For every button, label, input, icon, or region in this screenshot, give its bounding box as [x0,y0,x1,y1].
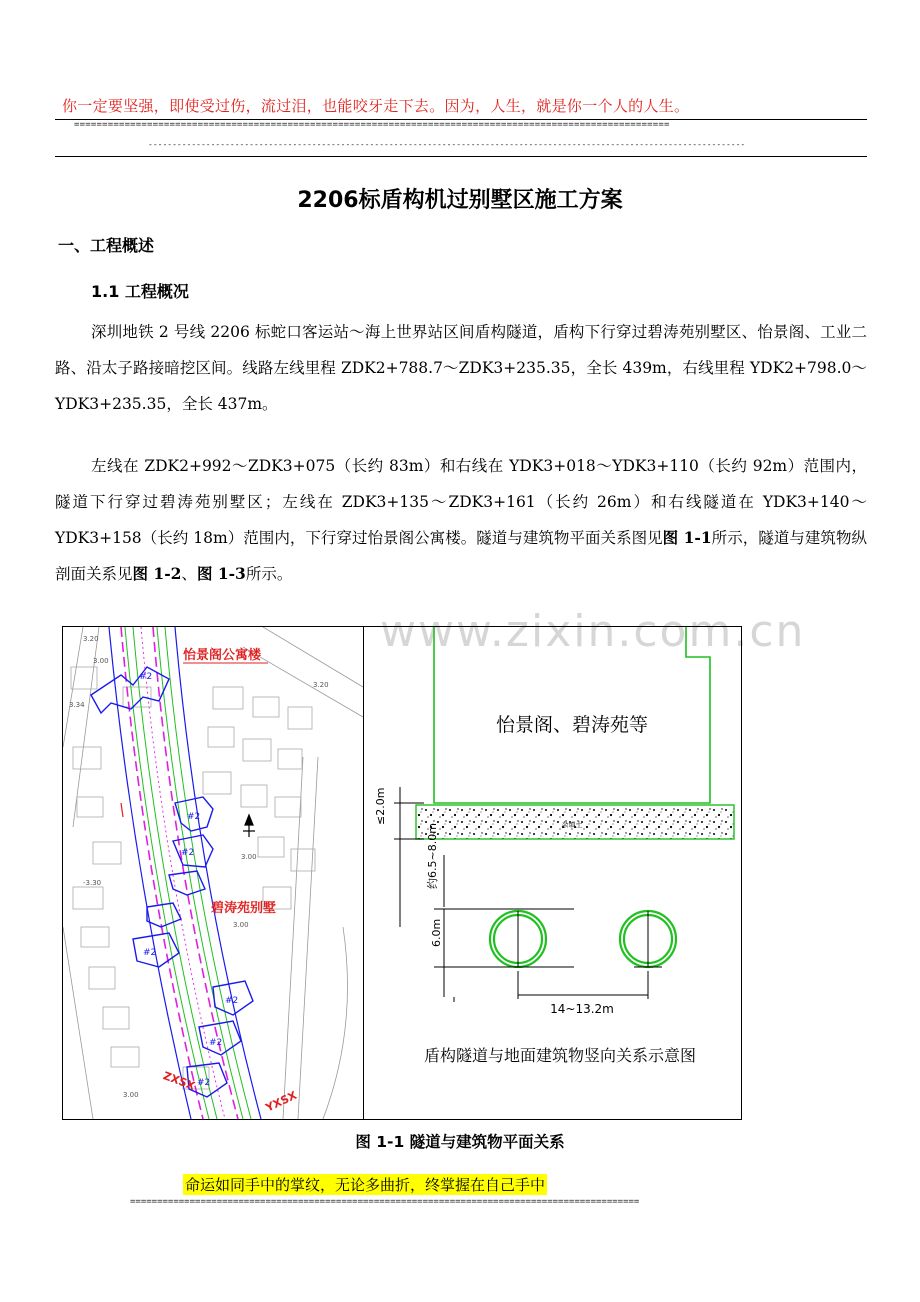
map-elevation: 3.20 [83,635,99,643]
north-arrow-icon [243,815,255,837]
header-rule-bottom [55,156,867,157]
section-caption: 盾构隧道与地面建筑物竖向关系示意图 [423,1046,697,1065]
paragraph-text: 所示。 [245,565,293,583]
building-mark: #2 [209,1038,223,1048]
paragraph-text: 所示，隧道与建筑物纵剖面关系见 [55,529,867,583]
figure-ref-1-2[interactable]: 图 1-2 [132,564,182,583]
map-elevation: 3.00 [241,853,257,861]
building-mark: #2 [181,848,195,858]
header-dash-line: ---------------------------------------------------------------------------------------------------------------------------- [148,140,746,149]
map-elevation: 3.00 [93,657,109,665]
map-elevation: 3.00 [233,921,249,929]
site-plan-drawing [63,627,363,1119]
subsection-heading: 1.1 工程概况 [91,282,189,301]
paragraph-overview: 深圳地铁 2 号线 2206 标蛇口客运站～海上世界站区间盾构隧道，盾构下行穿过碧涛苑别墅区、怡景阁、工业二路、沿太子路接暗挖区间。线路左线里程 ZDK2+788.7～ZDK3+235.35，全长 439m，右线里程 YDK2+798.0～YDK3+235.35，全长 437m。 [55,323,867,413]
dim-cover-depth: 约6.5~8.0m [426,823,439,889]
paragraph-crossing [55,448,867,592]
section-heading: 一、工程概述 [58,236,155,255]
building-mark: #2 [197,1078,211,1088]
map-elevation: -3.30 [83,879,102,887]
figure-ref-1-1[interactable]: 图 1-1 [662,528,712,547]
footer-motto: 命运如同手中的掌纹，无论多曲折，终掌握在自己手中 [185,1176,546,1194]
building-mark: #2 [225,996,239,1006]
header-eq-line: ========================================================================================================== [74,120,670,130]
section-building-label: 怡景阁、碧涛苑等 [495,714,649,736]
dim-fill-depth: ≤2.0m [374,787,387,825]
building-mark: #2 [143,948,157,958]
page-title: 2206标盾构机过别墅区施工方案 [297,188,623,213]
watermark: www.zixin.com.cn [380,606,806,657]
map-label-yxsx: YXSX [263,1088,299,1115]
building-mark: #2 [187,812,201,822]
map-label-bitaoyuan: 碧涛苑别墅 [211,901,277,916]
map-elevation: 3.00 [123,1091,139,1099]
site-plan-map [63,627,364,1119]
building-mark: #2 [139,672,153,682]
section-fill-label: 杂填土 [561,821,583,829]
figure-ref-1-3[interactable]: 图 1-3 [196,564,246,583]
dim-tunnel-diameter: 6.0m [430,918,443,947]
paragraph-text: 左线在 ZDK2+992～ZDK3+075（长约 83m）和右线在 YDK3+018～YDK3+110（长约 92m）范围内，隧道下行穿过碧涛苑别墅区；左线在 ZDK3+135～ZDK3+161（长约 26m）和右线隧道在 YDK3+140～YDK3+158（长约 18m）范围内，下行穿过怡景阁公寓楼。隧道与建筑物平面关系图见 [55,457,867,547]
map-label-yijingge: 怡景阁公寓楼 [183,648,262,663]
dim-tunnel-spacing: 14~13.2m [550,1002,614,1016]
header-motto: 你一定要坚强，即使受过伤，流过泪，也能咬牙走下去。因为，人生，就是你一个人的人生。 [62,97,690,115]
figure-1-1 [62,626,742,1120]
map-elevation: 3.20 [313,681,329,689]
map-label-zxsx: ZXSX [161,1069,197,1093]
vertical-section-drawing [364,627,741,1119]
figure-caption: 图 1-1 隧道与建筑物平面关系 [355,1133,565,1151]
paragraph-text: 、 [181,565,197,583]
footer-eq-line: ============================================================================================== [130,1197,640,1207]
map-elevation: 3.34 [69,701,85,709]
